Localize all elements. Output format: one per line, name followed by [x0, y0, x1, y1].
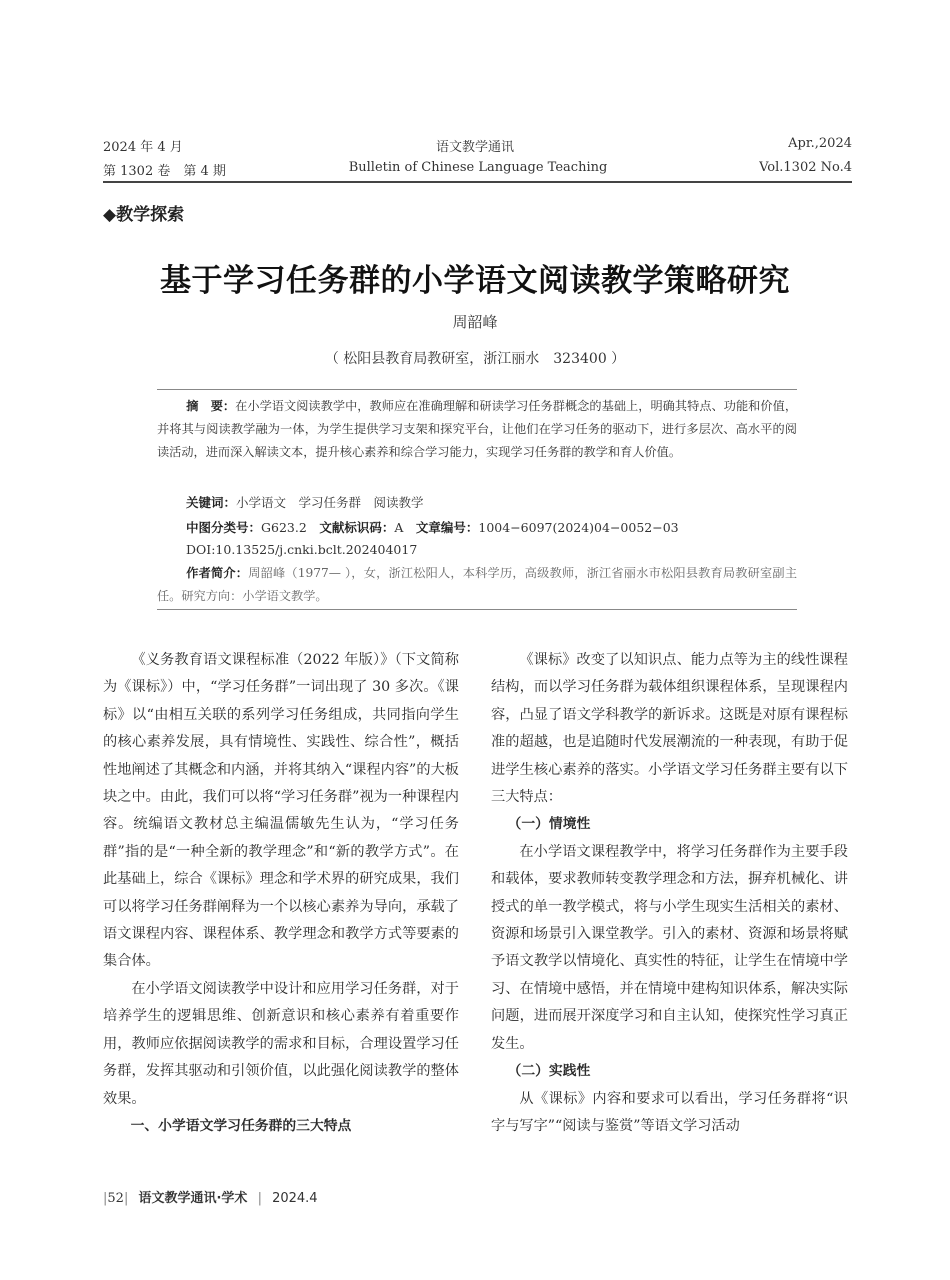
header-journal-cn: 语文教学通讯	[435, 140, 514, 155]
article-no-value: 1004−6097(2024)04−0052−03	[478, 520, 679, 535]
left-paragraph-1: 《义务教育语文课程标准（2022 年版）》（下文简称为《课标》）中，“学习任务群”一词出现了 30 多次。《课标》以“由相互关联的系列学习任务组成，共同指向学生的核心素养发展，具有情境性、实践性、综合性”，概括性地阐述了其概念和内涵，并将其纳入“课程内容”的大板块之中。由此，我们可以将“学习任务群”视为一种课程内容。统编语文教材总主编温儒敏先生认为，“学习任务群”指的是“一种全新的教学理念”和“新的教学方式”。在此基础上，综合《课标》理念和学术界的研究成果，我们可以将学习任务群阐释为一个以核心素养为导向，承载了语文课程内容、课程体系、教学理念和教学方式等要素的集合体。	[103, 652, 459, 970]
header-rule	[103, 181, 852, 183]
abstract-bottom-rule	[157, 609, 797, 610]
abstract-label: 摘 要：	[186, 399, 236, 413]
keywords-label: 关键词：	[186, 495, 237, 510]
doc-code-label: 文献标识码：	[319, 520, 395, 535]
right-paragraph-1: 《课标》改变了以知识点、能力点等为主的线性课程结构，而以学习任务群为载体组织课程体系，呈现课程内容，凸显了语文学科教学的新诉求。这既是对原有课程标准的超越，也是追随时代发展潮流的一种表现，有助于促进学生核心素养的落实。小学语文学习任务群主要有以下三大特点：	[491, 652, 848, 806]
article-no-label: 文章编号：	[415, 520, 479, 535]
left-column	[103, 647, 459, 1140]
bio-text: 周韶峰（1977— ），女，浙江松阳人，本科学历，高级教师，浙江省丽水市松阳县教育局教研室副主任。研究方向：小学语文教学。	[157, 566, 798, 603]
subheading-1: （一）情境性	[507, 816, 591, 833]
author-name: 周韶峰	[452, 313, 498, 331]
footer: |52| 语文教学通讯·学术 | 2024.4	[103, 1191, 318, 1206]
keywords-text: 小学语文 学习任务群 阅读教学	[236, 495, 424, 510]
right-paragraph-3: 从《课标》内容和要求可以看出，学习任务群将“识字与写字”“阅读与鉴赏”等语文学习活动	[491, 1090, 848, 1134]
header-volume-en: Vol.1302 No.4	[759, 160, 852, 175]
subheading-2: （二）实践性	[507, 1063, 591, 1080]
article-title: 基于学习任务群的小学语文阅读教学策略研究	[160, 263, 790, 299]
doc-code-value: A	[394, 520, 404, 535]
section-heading-1: 一、小学语文学习任务群的三大特点	[130, 1117, 352, 1134]
header-volume-cn: 第 1302 卷 第 4 期	[103, 164, 226, 179]
abstract-text: 在小学语文阅读教学中，教师应在准确理解和研读学习任务群概念的基础上，明确其特点、功能和价值，并将其与阅读教学融为一体，为学生提供学习支架和探究平台，让他们在学习任务的驱动下，进行多层次、高水平的阅读活动，进而深入解读文本，提升核心素养和综合学习能力，实现学习任务群的教学和育人价值。	[157, 399, 798, 459]
right-paragraph-2: 在小学语文课程教学中，将学习任务群作为主要手段和载体，要求教师转变教学理念和方法，摒弃机械化、讲授式的单一教学模式，将与小学生现实生活相关的素材、资源和场景引入课堂教学。引入的素材、资源和场景将赋予语文教学以情境化、真实性的特征，让学生在情境中学习、在情境中感悟，并在情境中建构知识体系，解决实际问题，进而展开深度学习和自主认知，使探究性学习真正发生。	[491, 843, 848, 1052]
footer-journal: 语文教学通讯·学术	[138, 1191, 248, 1206]
header-date-cn: 2024 年 4 月	[103, 140, 183, 155]
right-column	[491, 647, 848, 1140]
clc-label: 中图分类号：	[186, 520, 262, 535]
classification-line	[186, 518, 679, 536]
doi: DOI:10.13525/j.cnki.bclt.202404017	[186, 542, 418, 557]
author-bio	[157, 562, 797, 608]
author-affiliation: （ 松阳县教育局教研室，浙江丽水 323400 ）	[324, 351, 626, 367]
header-date-en: Apr.,2024	[788, 136, 852, 151]
clc-value: G623.2	[261, 520, 307, 535]
left-paragraph-2: 在小学语文阅读教学中设计和应用学习任务群，对于培养学生的逻辑思维、创新意识和核心素养有着重要作用，教师应依据阅读教学的需求和目标，合理设置学习任务群，发挥其驱动和引领价值，以此强化阅读教学的整体效果。	[103, 980, 459, 1107]
bio-label: 作者简介：	[186, 566, 249, 580]
abstract	[157, 395, 797, 464]
keywords	[186, 493, 424, 511]
page-number: 52	[107, 1191, 124, 1206]
footer-issue: 2024.4	[272, 1191, 318, 1206]
section-tag: ◆教学探索	[103, 205, 185, 225]
abstract-top-rule	[157, 389, 797, 390]
header-journal-en: Bulletin of Chinese Language Teaching	[348, 160, 608, 175]
